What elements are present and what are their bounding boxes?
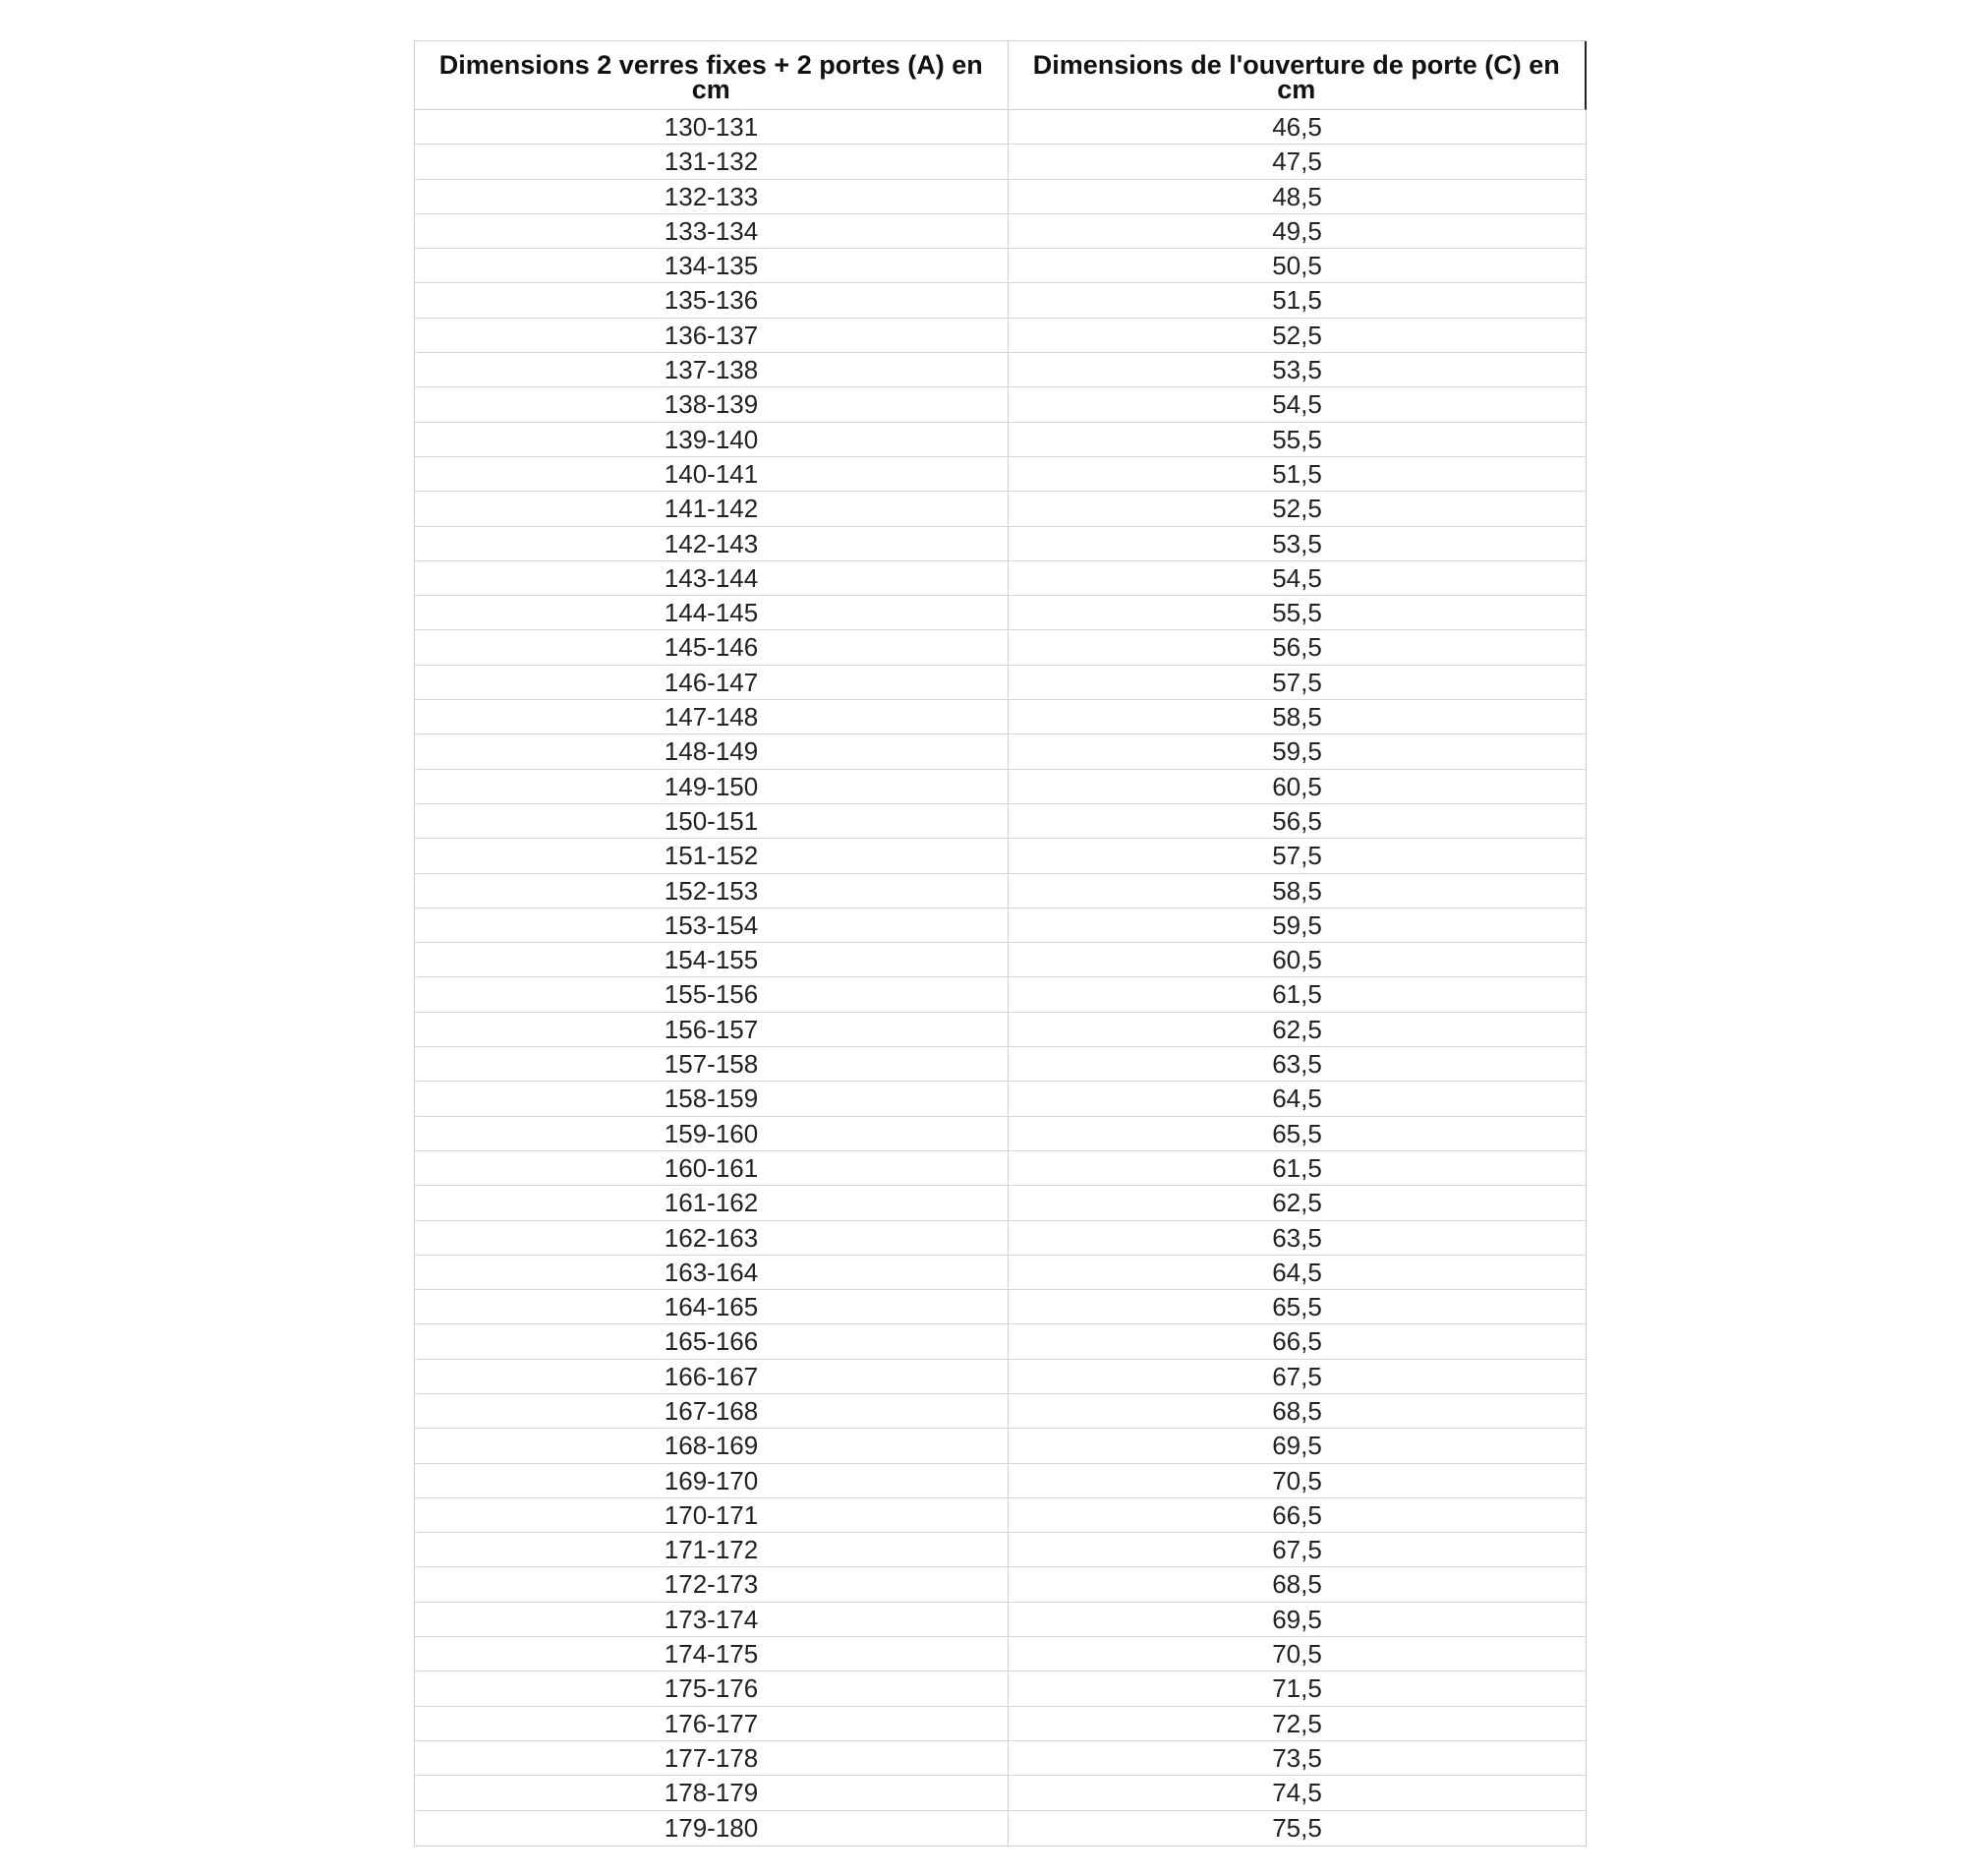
total-dimensions-cell: 172-173 [415, 1567, 1009, 1601]
door-opening-cell: 68,5 [1272, 1569, 1322, 1600]
total-dimensions-cell: 153-154 [415, 909, 1009, 942]
total-dimensions-cell: 161-162 [415, 1186, 1009, 1219]
door-opening-cell: 64,5 [1272, 1084, 1322, 1114]
door-opening-cell: 65,5 [1272, 1292, 1322, 1322]
door-opening-cell: 52,5 [1272, 494, 1322, 524]
door-opening-cell: 57,5 [1272, 841, 1322, 871]
total-dimensions-cell: 154-155 [415, 943, 1009, 976]
total-dimensions-cell: 150-151 [415, 804, 1009, 838]
total-dimensions-cell: 166-167 [415, 1360, 1009, 1393]
total-dimensions-cell: 131-132 [415, 145, 1009, 178]
door-opening-cell: 63,5 [1272, 1222, 1322, 1253]
dimensions-table [414, 40, 1587, 1847]
total-dimensions-cell: 162-163 [415, 1221, 1009, 1255]
door-opening-cell: 75,5 [1272, 1812, 1322, 1843]
total-dimensions-cell: 179-180 [415, 1811, 1009, 1846]
door-opening-cell: 58,5 [1272, 875, 1322, 906]
door-opening-cell: 65,5 [1272, 1118, 1322, 1148]
door-opening-cell: 61,5 [1272, 979, 1322, 1010]
total-dimensions-cell: 151-152 [415, 839, 1009, 872]
door-opening-cell: 53,5 [1272, 528, 1322, 558]
table-row [415, 492, 1587, 526]
total-dimensions-cell: 175-176 [415, 1671, 1009, 1705]
table-row [415, 1637, 1587, 1671]
door-opening-cell: 48,5 [1272, 181, 1322, 211]
table-row [415, 630, 1587, 665]
table-row [415, 283, 1587, 318]
total-dimensions-cell: 149-150 [415, 770, 1009, 803]
door-opening-cell: 60,5 [1272, 945, 1322, 975]
table-row [415, 457, 1587, 492]
table-row [415, 1498, 1587, 1533]
table-row [415, 1221, 1587, 1256]
door-opening-cell: 51,5 [1272, 285, 1322, 316]
total-dimensions-cell: 139-140 [415, 423, 1009, 456]
total-dimensions-cell: 144-145 [415, 596, 1009, 629]
door-opening-cell: 62,5 [1272, 1188, 1322, 1218]
table-row [415, 770, 1587, 804]
door-opening-cell: 49,5 [1272, 215, 1322, 246]
total-dimensions-cell: 164-165 [415, 1290, 1009, 1323]
total-dimensions-cell: 174-175 [415, 1637, 1009, 1671]
table-row [415, 1256, 1587, 1290]
door-opening-cell: 63,5 [1272, 1049, 1322, 1080]
door-opening-cell: 70,5 [1272, 1465, 1322, 1495]
total-dimensions-cell: 137-138 [415, 353, 1009, 386]
table-row [415, 1290, 1587, 1324]
total-dimensions-cell: 141-142 [415, 492, 1009, 525]
total-dimensions-cell: 140-141 [415, 457, 1009, 491]
total-dimensions-cell: 135-136 [415, 283, 1009, 317]
table-row [415, 700, 1587, 734]
table-row [415, 943, 1587, 977]
total-dimensions-cell: 133-134 [415, 214, 1009, 248]
door-opening-cell: 55,5 [1272, 424, 1322, 454]
door-opening-cell: 55,5 [1272, 598, 1322, 628]
table-row [415, 1117, 1587, 1151]
table-row [415, 734, 1587, 769]
door-opening-cell: 73,5 [1272, 1742, 1322, 1773]
door-opening-cell: 57,5 [1272, 667, 1322, 697]
door-opening-cell: 61,5 [1272, 1152, 1322, 1183]
table-row [415, 1047, 1587, 1082]
door-opening-cell: 72,5 [1272, 1708, 1322, 1738]
table-row [415, 1741, 1587, 1776]
total-dimensions-cell: 169-170 [415, 1464, 1009, 1497]
door-opening-cell: 51,5 [1272, 458, 1322, 489]
total-dimensions-cell: 176-177 [415, 1707, 1009, 1740]
total-dimensions-cell: 130-131 [415, 110, 1009, 144]
header-total-dimensions: Dimensions 2 verres fixes + 2 portes (A) en cm [415, 41, 1009, 109]
total-dimensions-cell: 168-169 [415, 1429, 1009, 1462]
door-opening-cell: 54,5 [1272, 389, 1322, 420]
total-dimensions-cell: 146-147 [415, 666, 1009, 699]
total-dimensions-cell: 171-172 [415, 1533, 1009, 1566]
door-opening-cell: 54,5 [1272, 562, 1322, 593]
table-row [415, 666, 1587, 700]
total-dimensions-cell: 132-133 [415, 180, 1009, 213]
table-row [415, 1082, 1587, 1116]
table-row [415, 1811, 1587, 1846]
table-row [415, 1671, 1587, 1706]
door-opening-cell: 64,5 [1272, 1257, 1322, 1287]
total-dimensions-cell: 165-166 [415, 1324, 1009, 1358]
door-opening-cell: 66,5 [1272, 1499, 1322, 1530]
table-row [415, 527, 1587, 561]
door-opening-cell: 67,5 [1272, 1361, 1322, 1391]
table-row [415, 596, 1587, 630]
total-dimensions-cell: 152-153 [415, 874, 1009, 908]
door-opening-cell: 74,5 [1272, 1778, 1322, 1808]
door-opening-cell: 60,5 [1272, 771, 1322, 801]
door-opening-cell: 56,5 [1272, 805, 1322, 836]
table-row [415, 909, 1587, 943]
door-opening-cell: 69,5 [1272, 1431, 1322, 1461]
table-row [415, 1464, 1587, 1498]
table-row [415, 249, 1587, 283]
total-dimensions-cell: 163-164 [415, 1256, 1009, 1289]
table-row [415, 110, 1587, 145]
table-row [415, 387, 1587, 422]
total-dimensions-cell: 147-148 [415, 700, 1009, 733]
total-dimensions-cell: 134-135 [415, 249, 1009, 282]
table-row [415, 874, 1587, 909]
table-row [415, 180, 1587, 214]
table-row [415, 1186, 1587, 1220]
door-opening-cell: 53,5 [1272, 355, 1322, 385]
table-row [415, 423, 1587, 457]
door-opening-cell: 59,5 [1272, 736, 1322, 767]
header-door-opening: Dimensions de l'ouverture de porte (C) en cm [1032, 50, 1560, 104]
door-opening-cell: 59,5 [1272, 909, 1322, 940]
table-body [415, 110, 1587, 1846]
total-dimensions-cell: 148-149 [415, 734, 1009, 768]
table-row [415, 145, 1587, 179]
door-opening-cell: 71,5 [1272, 1673, 1322, 1704]
total-dimensions-cell: 178-179 [415, 1776, 1009, 1809]
total-dimensions-cell: 170-171 [415, 1498, 1009, 1532]
door-opening-cell: 47,5 [1272, 147, 1322, 177]
total-dimensions-cell: 145-146 [415, 630, 1009, 664]
table-row [415, 353, 1587, 387]
table-row [415, 804, 1587, 839]
total-dimensions-cell: 143-144 [415, 561, 1009, 595]
door-opening-cell: 56,5 [1272, 632, 1322, 663]
door-opening-cell: 67,5 [1272, 1535, 1322, 1565]
door-opening-cell: 50,5 [1272, 251, 1322, 281]
table-row [415, 1360, 1587, 1394]
total-dimensions-cell: 167-168 [415, 1394, 1009, 1428]
door-opening-cell: 69,5 [1272, 1604, 1322, 1634]
total-dimensions-cell: 138-139 [415, 387, 1009, 421]
total-dimensions-cell: 156-157 [415, 1013, 1009, 1046]
door-opening-cell: 52,5 [1272, 320, 1322, 350]
door-opening-cell: 68,5 [1272, 1395, 1322, 1426]
door-opening-cell: 66,5 [1272, 1326, 1322, 1357]
table-row [415, 1707, 1587, 1741]
table-row [415, 214, 1587, 249]
door-opening-cell: 62,5 [1272, 1014, 1322, 1044]
table-row [415, 1567, 1587, 1602]
table-row [415, 1429, 1587, 1463]
total-dimensions-cell: 159-160 [415, 1117, 1009, 1150]
table-row [415, 1776, 1587, 1810]
table-row [415, 1603, 1587, 1637]
table-row [415, 1533, 1587, 1567]
total-dimensions-cell: 136-137 [415, 319, 1009, 352]
table-row [415, 1151, 1587, 1186]
total-dimensions-cell: 142-143 [415, 527, 1009, 560]
door-opening-cell: 70,5 [1272, 1639, 1322, 1670]
table-row [415, 839, 1587, 873]
total-dimensions-cell: 157-158 [415, 1047, 1009, 1081]
total-dimensions-cell: 160-161 [415, 1151, 1009, 1185]
table-row [415, 561, 1587, 596]
table-row [415, 977, 1587, 1012]
table-row [415, 1324, 1587, 1359]
total-dimensions-cell: 173-174 [415, 1603, 1009, 1636]
table-row [415, 1394, 1587, 1429]
total-dimensions-cell: 177-178 [415, 1741, 1009, 1775]
door-opening-cell: 46,5 [1272, 112, 1322, 142]
table-header-row [415, 41, 1587, 110]
table-row [415, 1013, 1587, 1047]
total-dimensions-cell: 155-156 [415, 977, 1009, 1011]
door-opening-cell: 58,5 [1272, 702, 1322, 733]
table-row [415, 319, 1587, 353]
total-dimensions-cell: 158-159 [415, 1082, 1009, 1115]
